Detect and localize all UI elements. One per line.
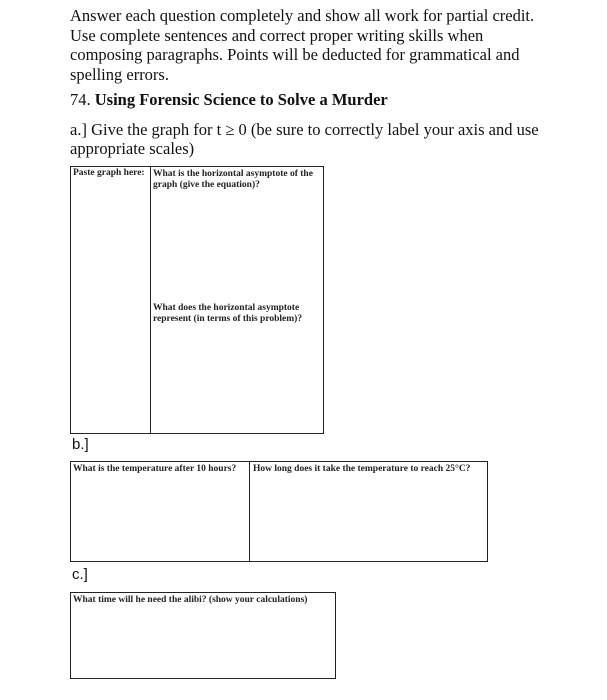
part-c-label: c.] <box>72 566 88 583</box>
instructions-paragraph: Answer each question completely and show all work for partial credit. Use complete sentences and correct proper writing skills when composing paragraphs. Points will be deducted for grammatical and spelling errors. <box>70 6 535 84</box>
paste-graph-cell[interactable] <box>71 181 150 431</box>
alibi-answer[interactable] <box>71 609 333 677</box>
question-heading <box>70 90 388 110</box>
asymptote-equation-answer[interactable] <box>152 195 322 295</box>
paste-graph-label: Paste graph here: <box>73 168 145 178</box>
time-to-25c-answer[interactable] <box>251 478 487 560</box>
temperature-answer[interactable] <box>71 478 249 560</box>
part-b-label: b.] <box>72 436 89 453</box>
part-a-prompt: a.] Give the graph for t ≥ 0 (be sure to correctly label your axis and use appropriate scales) <box>70 120 539 158</box>
question-number: 74. <box>70 90 91 109</box>
time-to-25c-question: How long does it take the temperature to reach 25°C? <box>253 464 471 474</box>
question-title: Using Forensic Science to Solve a Murder <box>94 90 388 109</box>
alibi-question: What time will he need the alibi? (show your calculations) <box>73 595 308 605</box>
part-a-table <box>70 166 324 434</box>
asymptote-equation-question: What is the horizontal asymptote of the graph (give the equation)? <box>153 169 313 190</box>
asymptote-meaning-question: What does the horizontal asymptote represent (in terms of this problem)? <box>153 303 303 324</box>
part-a-divider <box>150 167 151 433</box>
part-b-divider <box>249 462 250 561</box>
part-c-table <box>70 592 336 679</box>
part-b-table <box>70 461 488 562</box>
asymptote-meaning-answer[interactable] <box>152 329 322 429</box>
temperature-question: What is the temperature after 10 hours? <box>73 464 237 474</box>
